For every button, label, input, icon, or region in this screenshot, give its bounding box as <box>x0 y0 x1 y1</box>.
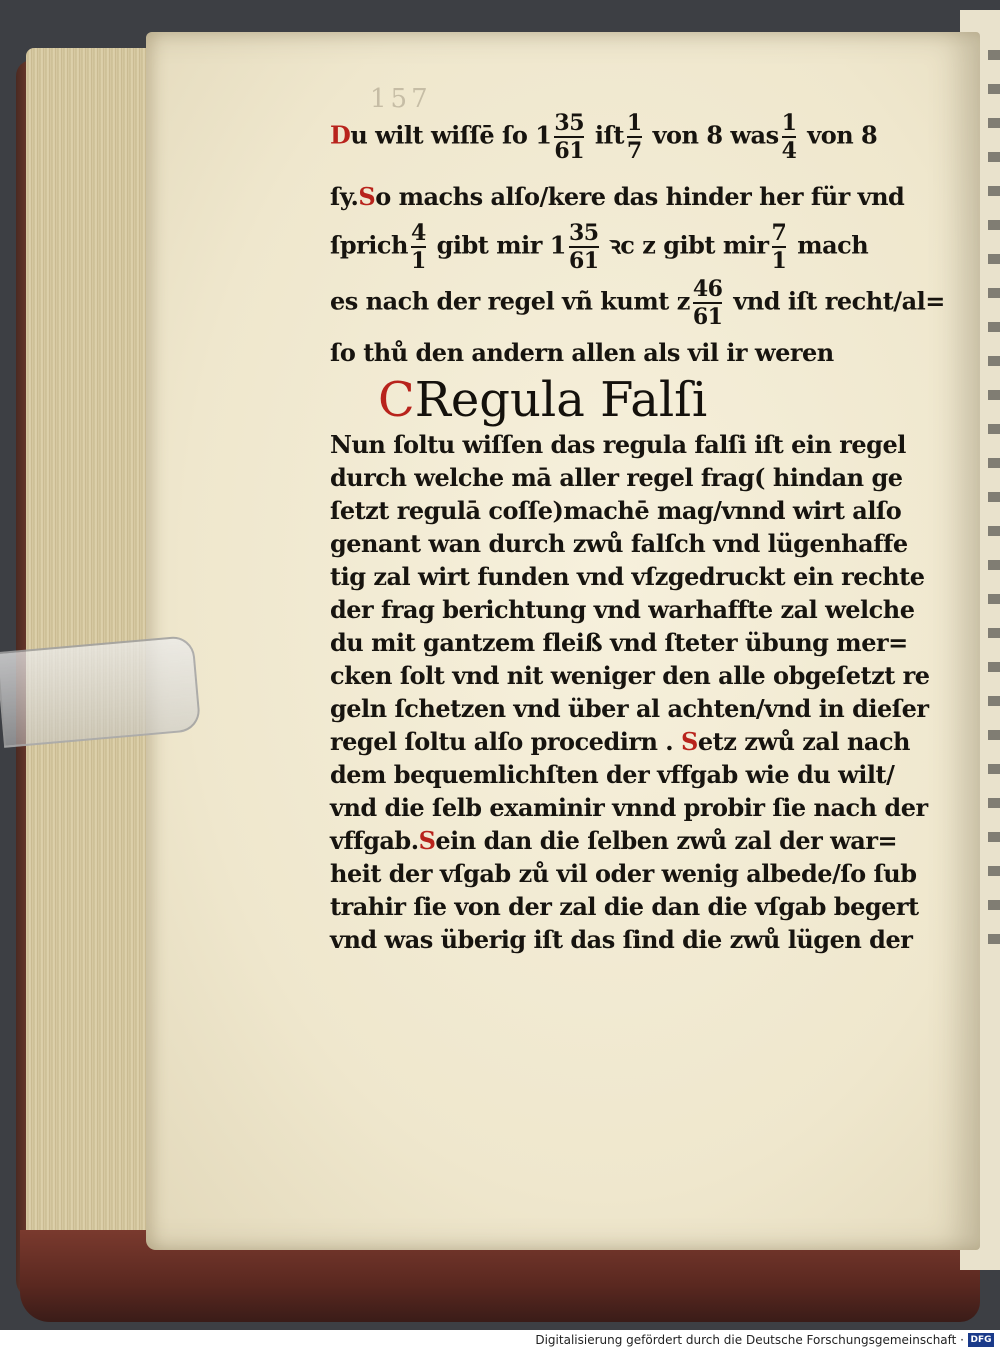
dfg-logo: DFG <box>968 1333 994 1347</box>
body-line: geln ſchetzen vnd über al achten/vnd in dieſer <box>330 694 929 723</box>
footer-credit: Digitalisierung gefördert durch die Deutsche Forschungsgemeinschaft · <box>535 1333 964 1347</box>
body-line: genant wan durch zwů falſch vnd lügenhaffe <box>330 529 908 558</box>
fraction: $\frac{1}{4}$ <box>781 110 797 164</box>
body-line: vnd was überig iſt das ſind die zwů lügen der <box>330 925 913 954</box>
fraction: $\frac{46}{61}$ <box>692 276 723 330</box>
text-line-4: es nach der regel vñ kumt z $\frac{46}{61}$ vnd iſt recht/al= <box>330 276 945 330</box>
red-initial: S <box>681 727 698 756</box>
body-line: dem bequemlichſten der vffgab wie du wilt/ <box>330 760 895 789</box>
red-initial: S <box>418 826 436 855</box>
body-line: Nun ſoltu wiſſen das regula falſi iſt ein regel <box>330 430 906 459</box>
clear-bookmark-clip <box>0 635 201 748</box>
body-line: heit der vſgab zů vil oder wenig albede/ſo ſub <box>330 859 917 888</box>
section-heading: CRegula Falſi <box>378 372 708 428</box>
body-line: cken ſolt vnd nit weniger den alle obgeſetzt re <box>330 661 930 690</box>
body-line: der frag berichtung vnd warhaffte zal welche <box>330 595 915 624</box>
folio-number: 157 <box>370 84 432 114</box>
text-line-2: ſy.So machs alſo/kere das hinder her für vnd <box>330 182 905 211</box>
body-line: trahir ſie von der zal die dan die vſgab begert <box>330 892 919 921</box>
body-line: regel ſoltu alſo procedirn . Setz zwů zal nach <box>330 727 911 756</box>
text-line-5: ſo thů den andern allen als vil ir weren <box>330 338 834 367</box>
fraction: $\frac{35}{61}$ <box>554 110 585 164</box>
fraction: $\frac{1}{7}$ <box>626 110 642 164</box>
body-line: vffgab.Sein dan die ſelben zwů zal der war= <box>330 826 898 855</box>
fraction: $\frac{35}{61}$ <box>568 220 599 274</box>
body-line: vnd die ſelb examinir vnnd probir ſie nach der <box>330 793 928 822</box>
footer-bar <box>0 1330 1000 1351</box>
fraction: $\frac{4}{1}$ <box>410 220 426 274</box>
red-initial: D <box>330 120 351 150</box>
body-line: tig zal wirt funden vnd vſzgedruckt ein rechte <box>330 562 925 591</box>
fraction: $\frac{7}{1}$ <box>771 220 787 274</box>
text-line-3: ſprich $\frac{4}{1}$ gibt mir 1 $\frac{35}{61}$ ꝛc z gibt mir $\frac{7}{1}$ mach <box>330 220 869 274</box>
red-initial: S <box>358 182 376 211</box>
body-line: durch welche mā aller regel frag( hindan ge <box>330 463 903 492</box>
text-line-1: Du wilt wiſſē ſo 1 $\frac{35}{61}$ iſt $\frac{1}{7}$ von 8 was $\frac{1}{4}$ von 8 <box>330 110 878 164</box>
red-initial: C <box>378 372 415 428</box>
body-line: du mit gantzem fleiß vnd ſteter übung mer= <box>330 628 908 657</box>
body-line: ſetzt regulā coſſe)machē mag/vnnd wirt alſo <box>330 496 902 525</box>
